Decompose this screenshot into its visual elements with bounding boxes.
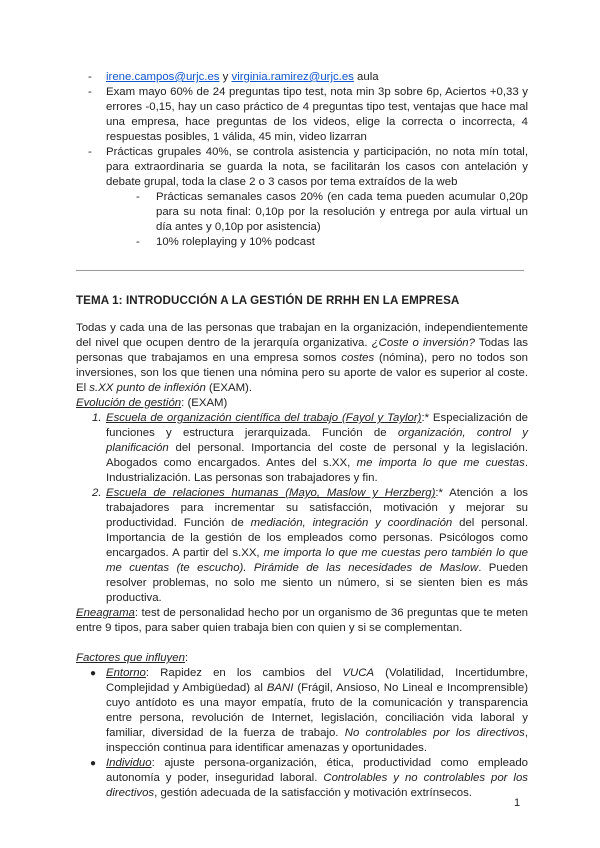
exam-info: - Exam mayo 60% de 24 preguntas tipo test, nota min 3p sobre 6p, Aciertos +0,33 y errores -0,15, hay un caso práctico de 4 preguntas tipo test, ventajas que hace mal una empresa, hace preguntas de los videos, elige la correcta o incorrecta, 4 respuestas posibles, 1 válida, 45 min, video lizarran <box>88 85 528 145</box>
factor-item: ● Individuo: ajuste persona-organización, ética, productividad como empleado autonomía y poder, inseguridad laboral. Controlables y no controlables por los directivos, gestión adecuada de la satisfacción y motivación extrínsecos. <box>76 756 528 801</box>
practicas-sublist <box>106 190 528 250</box>
factores-label: Factores que influyen: <box>76 652 189 664</box>
factor-item: ● Entorno: Rapidez en los cambios del VUCA (Volatilidad, Incertidumbre, Complejidad y Ambigüedad) al BANI (Frágil, Ansioso, No Lineal e Incomprensible) cuyo antídoto es una mayor empatía, fruto de la comunicación y transparencia entre persona, revolución de Internet, legislación, conciliación vida laboral y familiar, diversidad de la fuerza de trabajo. No controlables por los directivos, inspección continua para identificar amenazas y oportunidades. <box>76 666 528 756</box>
section-divider <box>76 270 524 271</box>
escuela-item: 2. Escuela de relaciones humanas (Mayo, Maslow y Herzberg):* Atención a los trabajadores para incrementar su satisfacción, motivación y mejorar su productividad. Función de mediación, integración y coordinación del personal. Importancia de la gestión de los empleados como personas. Psicólogos como encargados. A partir del s.XX, me importa lo que me cuestas pero también lo que me cuentas (te escucho). Pirámide de las necesidades de Maslow. Pueden resolver problemas, no solo me siento un número, si se sienten bien es más productiva. <box>92 487 529 604</box>
evolucion-label: Evolución de gestión: (EXAM) <box>76 397 228 409</box>
contact-line: - irene.campos@urjc.es y virginia.ramirez@urjc.es aula <box>88 70 528 85</box>
escuela-item: 1. Escuela de organización científica del trabajo (Fayol y Taylor):* Especialización de funciones y estructura jerarquizada. Función de organización, control y planificación del personal. Importancia del coste de personal y la legislación. Abogados como encargados. Antes del s.XX, me importa lo que me cuestas. Industrialización. Las personas son trabajadores y fin. <box>92 412 529 484</box>
main-content <box>76 321 528 801</box>
sub-item-roleplaying: - 10% roleplaying y 10% podcast <box>136 235 528 250</box>
intro-paragraph: Todas y cada una de las personas que trabajan en la organización, independientemente del nivel que ocupen dentro de la jerarquía organizativa. ¿Coste o inversión? Todas las personas que trabajamos en una empresa somos costes (nómina), pero no todos son inversiones, son los que tienen una nómina pero su aporte de valor es superior al coste. El s.XX punto de inflexión (EXAM). <box>76 322 528 394</box>
email-link-irene[interactable]: irene.campos@urjc.es <box>106 71 220 83</box>
escuelas-list <box>76 411 528 606</box>
intro-list <box>88 70 528 250</box>
section-heading: TEMA 1: INTRODUCCIÓN A LA GESTIÓN DE RRHH EN LA EMPRESA <box>76 294 460 307</box>
sub-item-semanales: - Prácticas semanales casos 20% (en cada tema pueden acumular 0,20p para su nota final: 0,10p por la resolución y entrega por aula virtual un día antes y 0,10p por asistencia) <box>136 190 528 235</box>
email-link-virginia[interactable]: virginia.ramirez@urjc.es <box>231 71 354 83</box>
practicas-info: - Prácticas grupales 40%, se controla asistencia y participación, no nota mín total, para extraordinaria se guarda la nota, se facilitarán los casos con antelación y debate grupal, toda la clase 2 o 3 casos por tema extraídos de la web - Prácticas semanales casos 20% (en cada tema pueden acumular 0,20p para su nota final: 0,10p por la resolución y entrega por aula virtual un día antes y 0,10p por asistencia) - 10% roleplaying y 10% podcast <box>88 145 528 250</box>
factores-list <box>76 666 528 801</box>
page-number: 1 <box>514 797 521 809</box>
eneagrama-paragraph: Eneagrama: test de personalidad hecho por un organismo de 36 preguntas que te meten entre 9 tipos, para saber quien trabaja bien con quien y si se complementan. <box>76 607 528 634</box>
